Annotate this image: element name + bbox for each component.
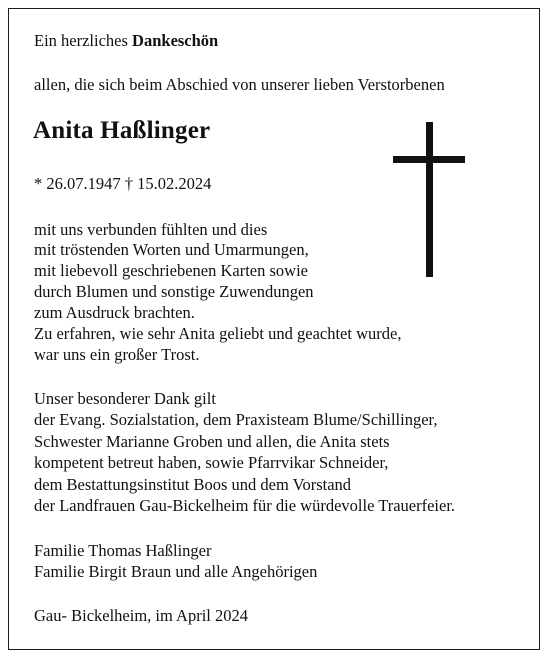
paragraph1-line: durch Blumen und sonstige Zuwendungen xyxy=(34,282,314,301)
cross-vertical-bar xyxy=(426,122,433,277)
paragraph2-line: der Landfrauen Gau-Bickelheim für die würdevolle Trauerfeier. xyxy=(34,496,456,515)
paragraph1-line: mit liebevoll geschriebenen Karten sowie xyxy=(34,261,308,280)
paragraph2-line: dem Bestattungsinstitut Boos und dem Vorstand xyxy=(34,475,352,494)
cross-horizontal-bar xyxy=(393,156,465,163)
cross-icon xyxy=(393,122,465,277)
thanks-heading-emphasis: Dankeschön xyxy=(132,31,219,50)
paragraph2-line: Unser besonderer Dank gilt xyxy=(34,389,216,408)
paragraph1-line: mit tröstenden Worten und Umarmungen, xyxy=(34,240,309,259)
paragraph2-line: kompetent betreut haben, sowie Pfarrvikar Schneider, xyxy=(34,453,389,472)
signature-line: Familie Thomas Haßlinger xyxy=(34,541,212,560)
paragraph1-line: mit uns verbunden fühlten und dies xyxy=(34,220,268,239)
paragraph2-line: Schwester Marianne Groben und allen, die Anita stets xyxy=(34,432,390,451)
intro-text: allen, die sich beim Abschied von unserer lieben Verstorbenen xyxy=(34,75,445,94)
paragraph1-line: zum Ausdruck brachten. xyxy=(34,303,195,322)
paragraph2-line: der Evang. Sozialstation, dem Praxisteam Blume/Schillinger, xyxy=(34,410,438,429)
thanks-heading-prefix: Ein herzliches xyxy=(34,31,133,50)
paragraph1-line: Zu erfahren, wie sehr Anita geliebt und geachtet wurde, xyxy=(34,324,402,343)
deceased-name: Anita Haßlinger xyxy=(33,117,211,144)
paragraph1-line: war uns ein großer Trost. xyxy=(34,345,200,364)
signature-line: Familie Birgit Braun und alle Angehörigen xyxy=(34,562,318,581)
thanks-heading xyxy=(34,31,218,51)
place-date: Gau- Bickelheim, im April 2024 xyxy=(34,606,249,625)
life-dates: * 26.07.1947 † 15.02.2024 xyxy=(34,174,212,193)
